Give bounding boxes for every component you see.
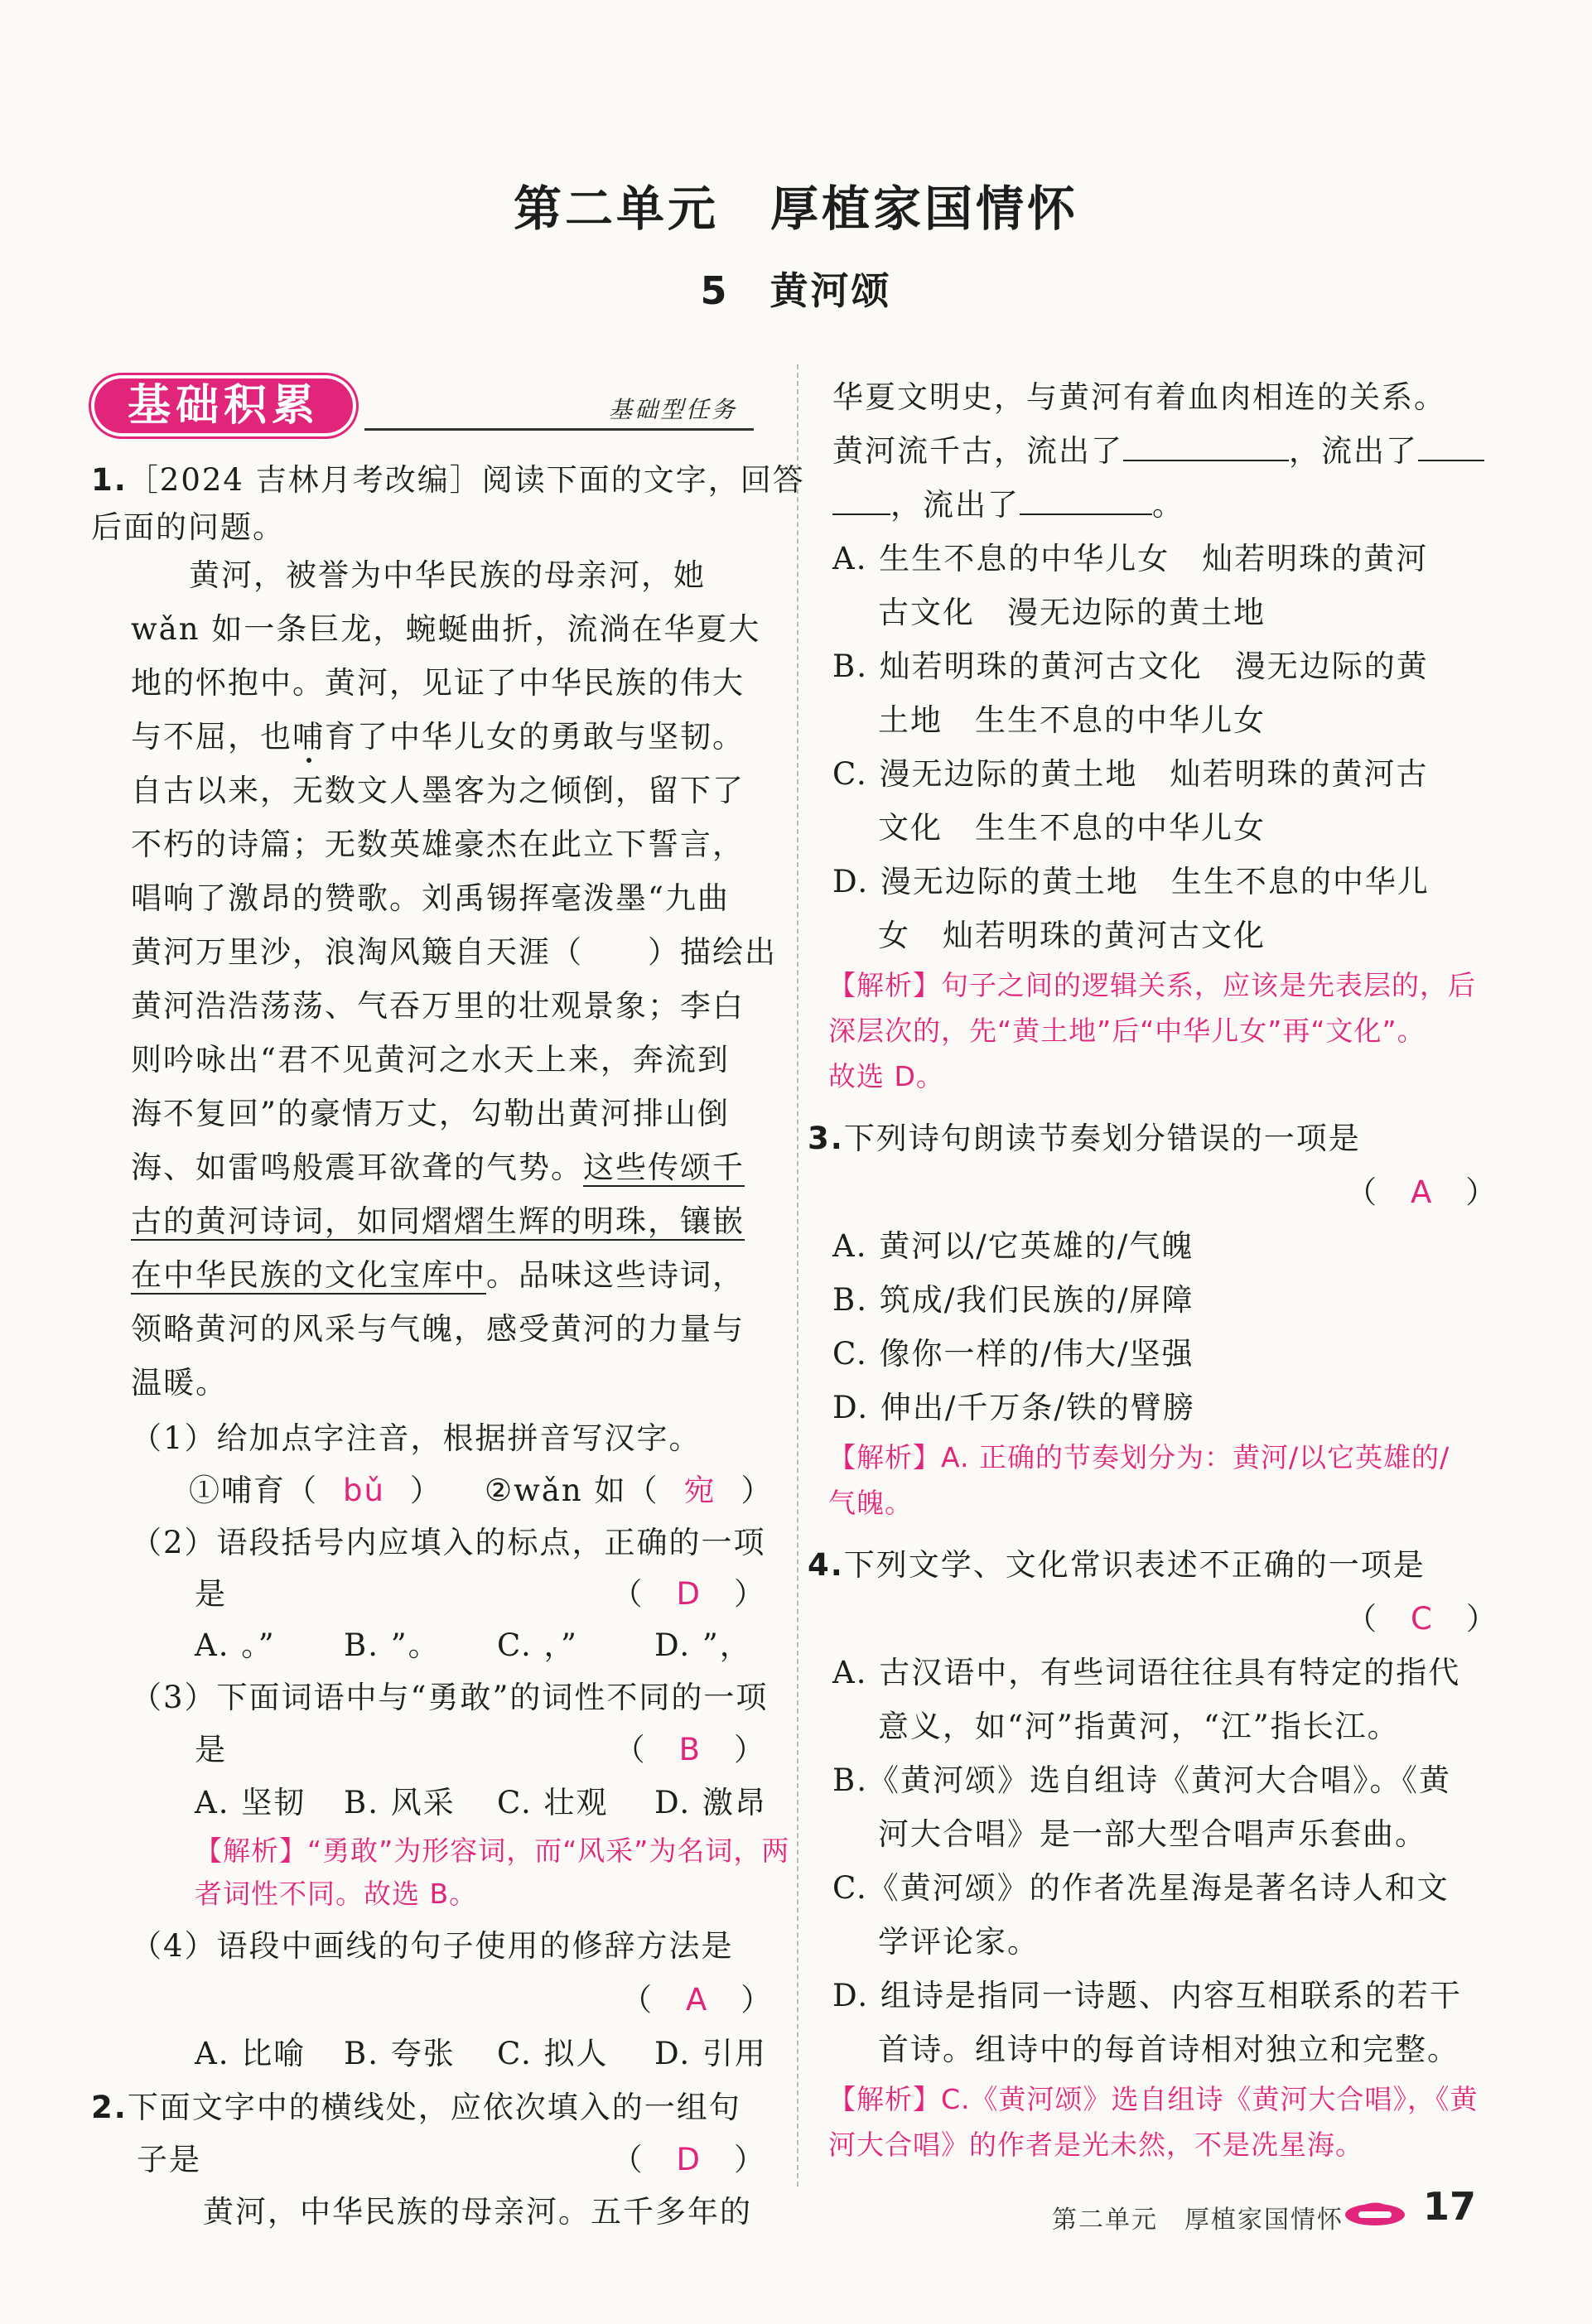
answer-text: bǔ [343,1473,385,1508]
answer-text: 宛 [683,1473,716,1508]
option-cont: 首诗。组诗中的每首诗相对独立和完整。 [878,2032,1459,2067]
option: D. 引用 [654,2036,767,2071]
option: D. ”， [654,1627,752,1663]
analysis: 【解析】“勇敢”为形容词，而“风采”为名词，两 [195,1835,790,1867]
option: A. 黄河以/它英雄的/气魄 [832,1228,1194,1264]
q2-stem: 2.下面文字中的横线处，应依次填入的一组句 [91,2090,741,2125]
passage-line: 则吟咏出“君不见黄河之水天上来，奔流到 [131,1042,730,1078]
q1-stem: 1.［2024 吉林月考改编］阅读下面的文字，回答 [91,462,805,498]
analysis: 【解析】C.《黄河颂》选自组诗《黄河大合唱》，《黄 [828,2083,1479,2115]
sub-question-2: （2）语段括号内应填入的标点，正确的一项 [131,1525,766,1560]
answer-bracket: （ D ） [611,1576,766,1612]
option: B. ”。 [344,1627,441,1663]
page-number: 17 [1423,2184,1477,2229]
option: A. 比喻 [195,2036,306,2071]
q4-stem: 4.下列文学、文化常识表述不正确的一项是 [808,1547,1426,1583]
banner-rule [364,428,754,431]
sub-question-1: （1）给加点字注音，根据拼音写汉字。 [131,1420,702,1456]
option: B.《黄河颂》选自组诗《黄河大合唱》。《黄 [832,1762,1451,1798]
page-title: 第二单元 厚植家国情怀 [513,181,1078,237]
publisher-logo-icon [1342,2195,1408,2228]
option-cont: 文化 生生不息的中华儿女 [878,810,1266,846]
option: C. 壮观 [497,1785,609,1820]
option: A. 坚韧 [195,1785,306,1820]
pinyin-answer-2: ②wǎn 如（ 宛 ） [485,1473,774,1508]
pinyin-answer-1: ①哺育（ bǔ ） [189,1473,442,1508]
option: D. 激昂 [654,1785,767,1820]
passage-line: 华夏文明史，与黄河有着血肉相连的关系。 [832,379,1446,415]
analysis: 【解析】A. 正确的节奏划分为：黄河/以它英雄的/ [828,1441,1450,1473]
passage-line: 黄河万里沙，浪淘风簸自天涯（ ）描绘出 [131,934,777,970]
option-cont: 学评论家。 [878,1924,1040,1960]
q1-stem-2: 后面的问题。 [91,509,285,545]
column-divider [797,364,798,2187]
option: A. 生生不息的中华儿女 灿若明珠的黄河 [832,541,1429,576]
passage-line: 在中华民族的文化宝库中。品味这些诗词， [131,1257,745,1293]
fill-blank [1123,435,1289,461]
option: C. 拟人 [497,2036,609,2071]
sub-question-2-cont: 是 （ D ） [91,1574,766,1615]
fill-blank [832,489,890,515]
option: D. 伸出/千万条/铁的臂膀 [832,1390,1195,1425]
passage-line: ，流出了 。 [832,485,1184,526]
section-banner [91,369,754,443]
option: C.《黄河颂》的作者冼星海是著名诗人和文 [832,1870,1450,1906]
passage-line: 领略黄河的风采与气魄，感受黄河的力量与 [131,1311,745,1347]
option: A. 。” [195,1627,276,1663]
sub-question-3: （3）下面词语中与“勇敢”的词性不同的一项 [131,1680,769,1715]
analysis: 【解析】句子之间的逻辑关系，应该是先表层的，后 [828,969,1476,1001]
option: C. 漫无边际的黄土地 灿若明珠的黄河古 [832,756,1429,792]
fill-blank [1418,435,1484,461]
passage-line: 地的怀抱中。黄河，见证了中华民族的伟大 [131,665,745,701]
analysis: 者词性不同。故选 B。 [195,1878,478,1910]
q3-stem: 3.下列诗句朗读节奏划分错误的一项是 [808,1121,1361,1156]
analysis: 气魄。 [828,1487,913,1519]
option-cont: 女 灿若明珠的黄河古文化 [878,918,1266,953]
analysis: 河大合唱》的作者是光未然，不是冼星海。 [828,2129,1363,2161]
option-cont: 土地 生生不息的中华儿女 [878,702,1266,738]
footer-unit: 第二单元 厚植家国情怀 [1052,2206,1344,2235]
passage-line: 自古以来，无数文人墨客为之倾倒，留下了 [131,773,745,808]
option: B. 风采 [344,1785,456,1820]
analysis: 故选 D。 [828,1060,944,1092]
sub-question-4: （4）语段中画线的句子使用的修辞方法是 [131,1928,734,1964]
option-cont: 河大合唱》是一部大型合唱声乐套曲。 [878,1816,1427,1852]
answer-bracket: （ A ） [621,1982,774,2018]
passage-line: 黄河，被誉为中华民族的母亲河，她 [189,557,706,593]
underlined-sentence: 这些传颂千 [583,1150,745,1185]
option-cont: 意义，如“河”指黄河，“江”指长江。 [878,1709,1400,1744]
option: B. 夸张 [344,2036,456,2071]
option: D. 组诗是指同一诗题、内容互相联系的若干 [832,1978,1462,2013]
sub-question-3-cont: 是 （ B ） [91,1729,766,1771]
passage-line [91,1201,745,1242]
option: A. 古汉语中，有些词语往往具有特定的指代 [832,1655,1461,1690]
passage-line: wǎn 如一条巨龙，蜿蜒曲折，流淌在华夏大 [131,611,761,647]
passage-line: 黄河浩浩荡荡、气吞万里的壮观景象；李白 [131,988,745,1024]
passage-line: 黄河，中华民族的母亲河。五千多年的 [203,2194,752,2230]
passage-line: 与不屈，也哺育了中华儿女的勇敢与坚韧。 [131,719,745,755]
option: B. 筑成/我们民族的/屏障 [832,1282,1194,1318]
banner-tag: 基础型任务 [608,396,737,423]
option-cont: 古文化 漫无边际的黄土地 [878,595,1266,630]
passage-line: 黄河流千古，流出了 ，流出了 [832,431,1484,472]
underlined-sentence: 在中华民族的文化宝库中 [131,1257,486,1293]
q2-stem-2: 子是 （ D ） [137,2139,766,2181]
analysis: 深层次的，先“黄土地”后“中华儿女”再“文化”。 [828,1015,1426,1047]
passage-line: 海、如雷鸣般震耳欲聋的气势。这些传颂千 [131,1150,745,1185]
passage-line: 海不复回”的豪情万丈，勾勒出黄河排山倒 [131,1096,730,1131]
answer-bracket: （ A ） [1346,1174,1498,1210]
fill-blank [1020,489,1152,515]
option: B. 灿若明珠的黄河古文化 漫无边际的黄 [832,649,1429,684]
passage-line: 不朽的诗篇；无数英雄豪杰在此立下誓言， [131,827,745,862]
answer-bracket: （ D ） [611,2142,766,2177]
answer-bracket: （ C ） [1346,1601,1498,1637]
dotted-char: 哺 [292,719,325,755]
passage-line: 唱响了激昂的赞歌。刘禹锡挥毫泼墨“九曲 [131,880,730,916]
option: D. 漫无边际的黄土地 生生不息的中华儿 [832,864,1430,899]
passage-line: 温暖。 [131,1365,228,1401]
underlined-sentence: 古的黄河诗词，如同熠熠生辉的明珠，镶嵌 [131,1203,745,1239]
lesson-title: 5 黄河颂 [700,268,892,313]
option: C. ，” [497,1627,578,1663]
banner-label: 基础积累 [91,375,356,436]
option: C. 像你一样的/伟大/坚强 [832,1336,1194,1372]
answer-bracket: （ B ） [614,1732,766,1767]
